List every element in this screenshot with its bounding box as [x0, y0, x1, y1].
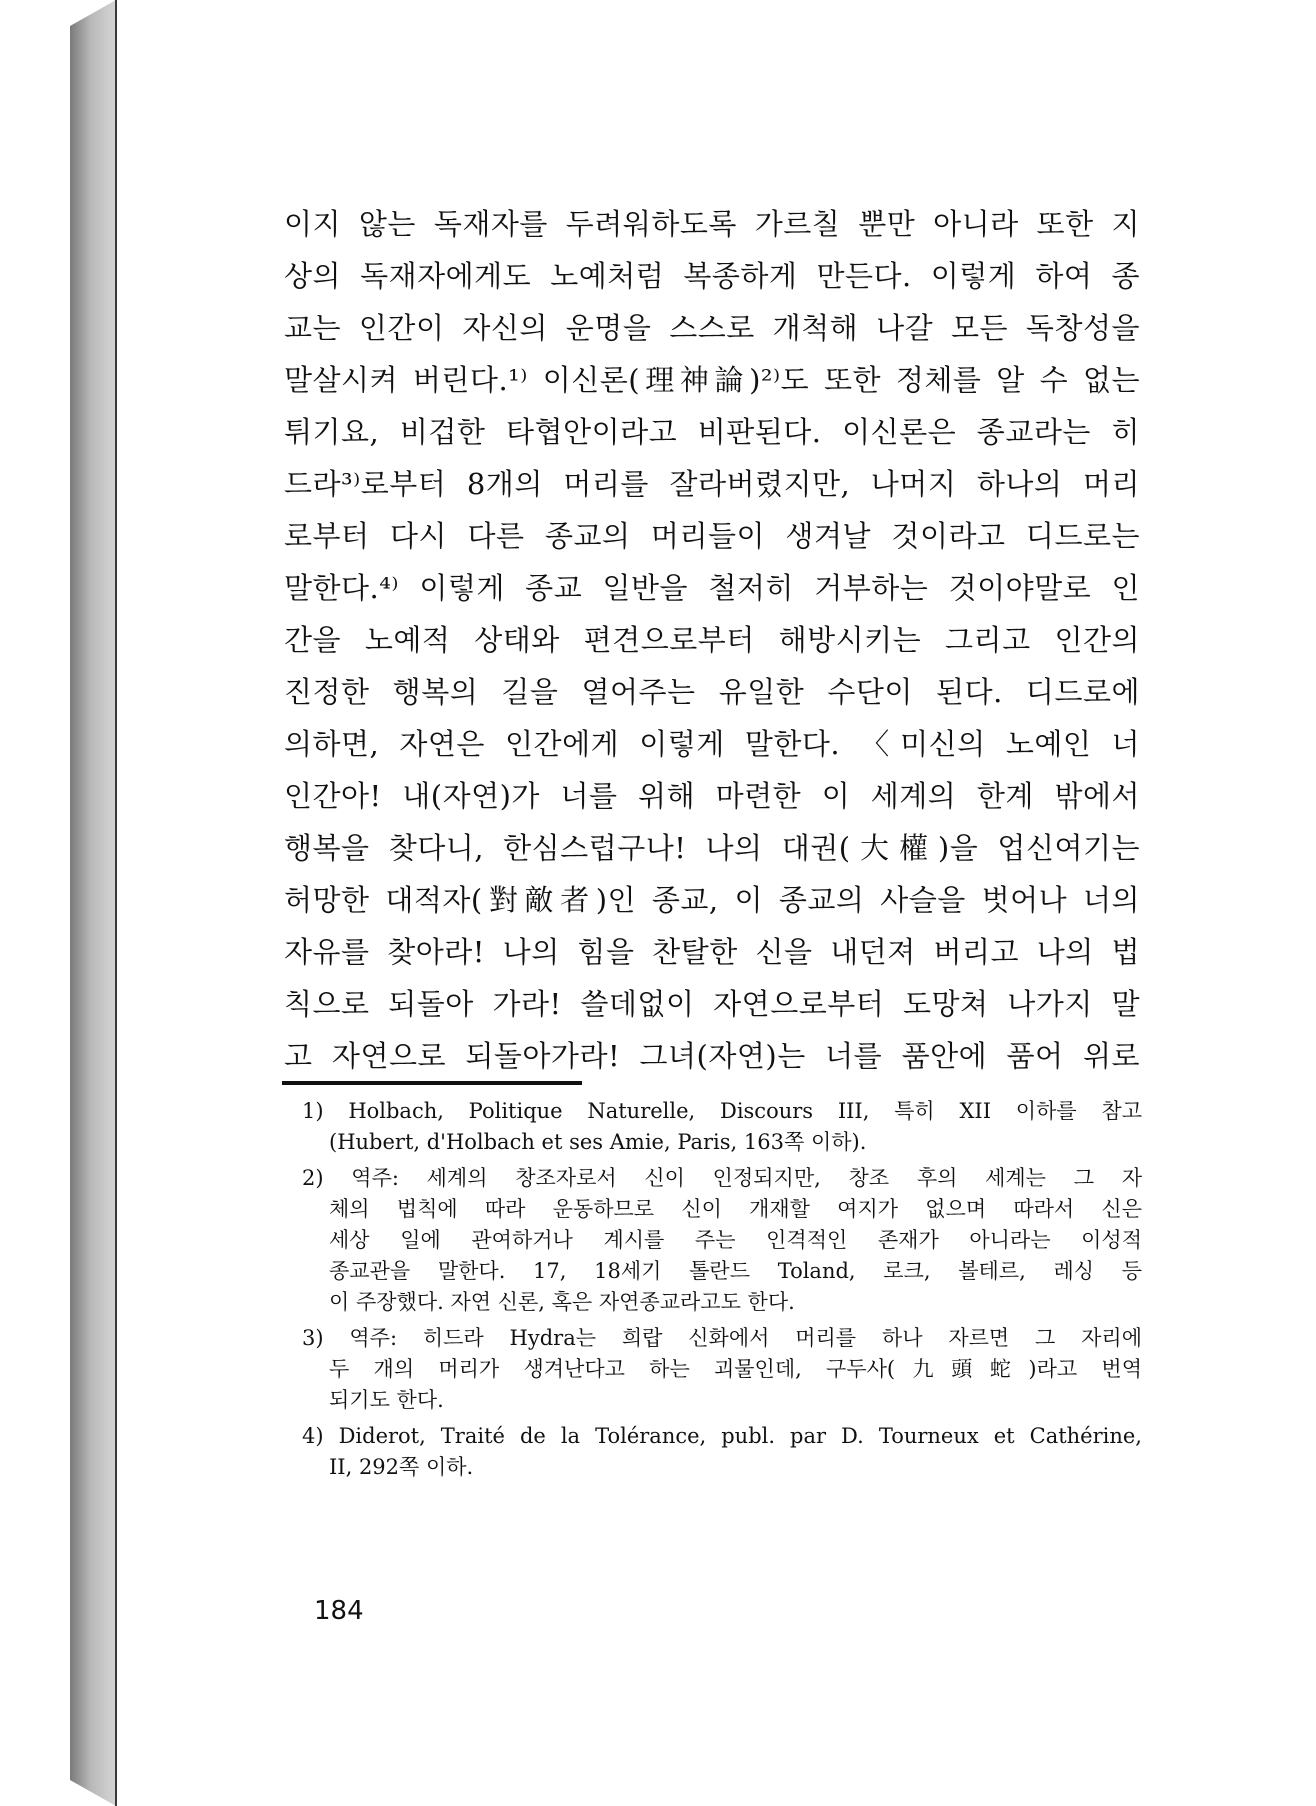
body-line: 말살시켜 버린다.¹⁾ 이신론(理神論)²⁾도 또한 정체를 알 수 없는 [284, 363, 1140, 397]
footnote-4-line: 4) Diderot, Traité de la Tolérance, publ. par D. Tourneux et Cathérine, [302, 1424, 1142, 1448]
body-line: 자유를 찾아라! 나의 힘을 찬탈한 신을 내던져 버리고 나의 법 [284, 935, 1140, 969]
footnote-3-line: 되기도 한다. [329, 1388, 444, 1412]
footnote-2-line: 종교관을 말한다. 17, 18세기 톨란드 Toland, 로크, 볼테르, 레싱 등 [329, 1259, 1142, 1283]
body-line: 상의 독재자에게도 노예처럼 복종하게 만든다. 이렇게 하여 종 [284, 259, 1140, 293]
page-number: 184 [314, 1596, 364, 1626]
footnotes [302, 1096, 1142, 1483]
footnote-4-line: II, 292쪽 이하. [329, 1455, 474, 1479]
footnote-2-line: 2) 역주: 세계의 창조자로서 신이 인정되지만, 창조 후의 세계는 그 자 [302, 1166, 1142, 1190]
body-line: 의하면, 자연은 인간에게 이렇게 말한다. 〈미신의 노예인 너 [284, 727, 1140, 761]
body-line: 진정한 행복의 길을 열어주는 유일한 수단이 된다. 디드로에 [284, 675, 1140, 709]
page-stack-edge [70, 0, 118, 1806]
footnote-3-line: 3) 역주: 히드라 Hydra는 희랍 신화에서 머리를 하나 자르면 그 자리에 [302, 1326, 1142, 1350]
body-text [284, 198, 1140, 1082]
footnote-1-line: (Hubert, d'Holbach et ses Amie, Paris, 163쪽 이하). [329, 1130, 867, 1154]
footnote-1-line: 1) Holbach, Politique Naturelle, Discours III, 특히 XII 이하를 참고 [302, 1099, 1142, 1123]
body-line: 고 자연으로 되돌아가라! 그녀(자연)는 너를 품안에 품어 위로 [284, 1039, 1140, 1073]
body-line: 말한다.⁴⁾ 이렇게 종교 일반을 철저히 거부하는 것이야말로 인 [284, 571, 1140, 605]
body-line: 로부터 다시 다른 종교의 머리들이 생겨날 것이라고 디드로는 [284, 519, 1140, 553]
footnote-3-line: 두 개의 머리가 생겨난다고 하는 괴물인데, 구두사(九頭蛇)라고 번역 [329, 1357, 1142, 1381]
body-line: 드라³⁾로부터 8개의 머리를 잘라버렸지만, 나머지 하나의 머리 [284, 467, 1140, 501]
body-line: 이지 않는 독재자를 두려워하도록 가르칠 뿐만 아니라 또한 지 [284, 207, 1140, 241]
body-line: 행복을 찾다니, 한심스럽구나! 나의 대권(大權)을 업신여기는 [284, 831, 1140, 865]
footnote-rule [282, 1081, 582, 1085]
footnote-2-line: 이 주장했다. 자연 신론, 혹은 자연종교라고도 한다. [329, 1290, 795, 1314]
body-line: 교는 인간이 자신의 운명을 스스로 개척해 나갈 모든 독창성을 [284, 311, 1140, 345]
body-line: 인간아! 내(자연)가 너를 위해 마련한 이 세계의 한계 밖에서 [284, 779, 1140, 813]
body-line: 튀기요, 비겁한 타협안이라고 비판된다. 이신론은 종교라는 히 [284, 415, 1140, 449]
body-line: 간을 노예적 상태와 편견으로부터 해방시키는 그리고 인간의 [284, 623, 1140, 657]
footnote-2-line: 체의 법칙에 따라 운동하므로 신이 개재할 여지가 없으며 따라서 신은 [329, 1197, 1142, 1221]
footnote-2-line: 세상 일에 관여하거나 계시를 주는 인격적인 존재가 아니라는 이성적 [329, 1228, 1142, 1252]
body-line: 허망한 대적자(對敵者)인 종교, 이 종교의 사슬을 벗어나 너의 [284, 883, 1140, 917]
body-line: 칙으로 되돌아 가라! 쓸데없이 자연으로부터 도망쳐 나가지 말 [284, 987, 1140, 1021]
